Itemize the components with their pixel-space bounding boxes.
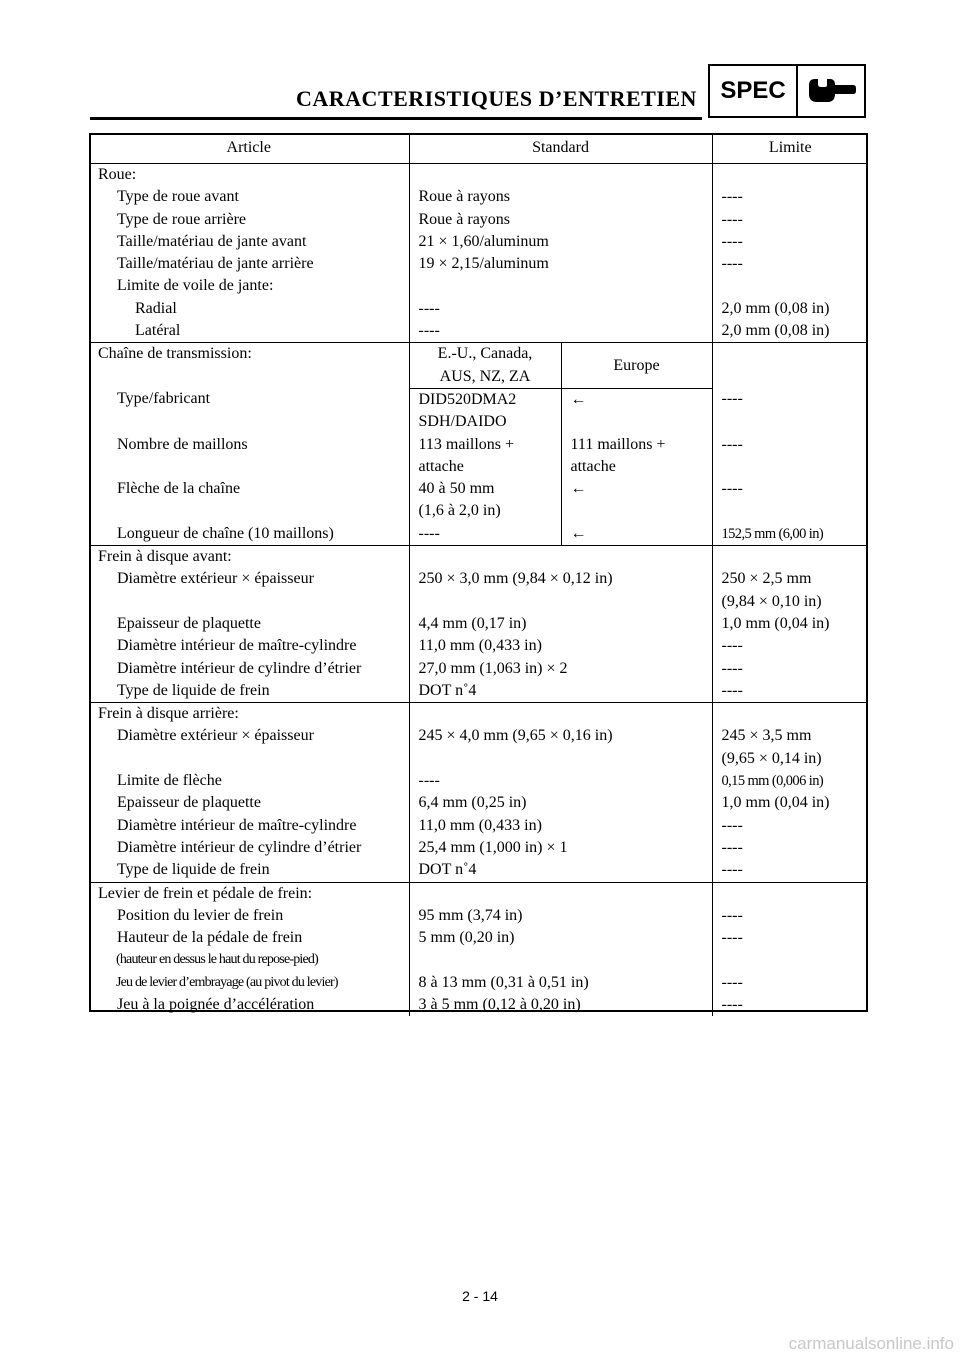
header-standard: Standard [409,133,712,164]
page-title: CARACTERISTIQUES D’ENTRETIEN [296,86,697,111]
table-header-row [89,133,868,164]
table-row: Diamètre intérieur de cylindre d’étrier 27,0 mm (1,063 in) × 2 ---- [89,658,868,680]
table-row: Hauteur de la pédale de frein 5 mm (0,20 in) ---- [89,927,868,949]
table-row: Frein à disque avant: [89,546,868,569]
table-row: Type de liquide de frein DOT n˚4 ---- [89,680,868,703]
table-row: Diamètre intérieur de maître-cylindre 11,0 mm (0,433 in) ---- [89,815,868,837]
watermark: carmanualsonline.info [788,1334,954,1353]
table-row: Levier de frein et pédale de frein: [89,882,868,905]
table-row: Diamètre intérieur de maître-cylindre 11,0 mm (0,433 in) ---- [89,635,868,657]
table-row: Type de roue arrière Roue à rayons ---- [89,209,868,231]
table-row: Jeu à la poignée d’accélération 3 à 5 mm (0,12 à 0,20 in) ---- [89,994,868,1016]
table-row: Taille/matériau de jante avant 21 × 1,60/aluminum ---- [89,231,868,253]
table-row: Chaîne de transmission: E.-U., Canada, AUS, NZ, ZA Europe [89,343,868,389]
table-row: Type/fabricant DID520DMA2 SDH/DAIDO ← ---- [89,388,868,433]
table-row: Frein à disque arrière: [89,703,868,726]
table-row: Epaisseur de plaquette 6,4 mm (0,25 in) 1,0 mm (0,04 in) [89,792,868,814]
table-row: Epaisseur de plaquette 4,4 mm (0,17 in) 1,0 mm (0,04 in) [89,613,868,635]
tool-cell [798,66,864,116]
table-row: Nombre de maillons 113 maillons + attache 111 maillons + attache ---- [89,434,868,479]
page-number: 2 - 14 [462,1288,498,1304]
table-row: Taille/matériau de jante arrière 19 × 2,15/aluminum ---- [89,253,868,275]
header-rule [90,117,702,120]
table-row: Diamètre extérieur × épaisseur 250 × 3,0 mm (9,84 × 0,12 in) 250 × 2,5 mm (9,84 × 0,10 in) [89,568,868,613]
header-article: Article [89,133,409,164]
table-row: Jeu de levier d’embrayage (au pivot du levier) 8 à 13 mm (0,31 à 0,51 in) ---- [89,972,868,994]
table-row [89,164,868,187]
wrench-icon [805,76,857,106]
spec-badge [708,64,866,118]
table-row: (hauteur en dessus le haut du repose-pied) [89,949,868,971]
table-row: Type de liquide de frein DOT n˚4 ---- [89,859,868,882]
spec-table [89,133,868,1016]
section-title: Roue: [89,164,409,187]
table-row: Radial ---- 2,0 mm (0,08 in) [89,298,868,320]
table-row: Diamètre extérieur × épaisseur 245 × 4,0 mm (9,65 × 0,16 in) 245 × 3,5 mm (9,65 × 0,14 in) [89,725,868,770]
table-row: Type de roue avant Roue à rayons ---- [89,186,868,208]
table-row: Latéral ---- 2,0 mm (0,08 in) [89,320,868,343]
header-limite: Limite [712,133,868,164]
table-row: Limite de flèche ---- 0,15 mm (0,006 in) [89,770,868,792]
table-row: Diamètre intérieur de cylindre d’étrier 25,4 mm (1,000 in) × 1 ---- [89,837,868,859]
table-row: Flèche de la chaîne 40 à 50 mm (1,6 à 2,0 in) ← ---- [89,478,868,523]
table-row: Limite de voile de jante: [89,275,868,297]
table-row: Longueur de chaîne (10 maillons) ---- ← 152,5 mm (6,00 in) [89,523,868,546]
spec-label: SPEC [710,66,798,116]
table-row: Position du levier de frein 95 mm (3,74 in) ---- [89,905,868,927]
